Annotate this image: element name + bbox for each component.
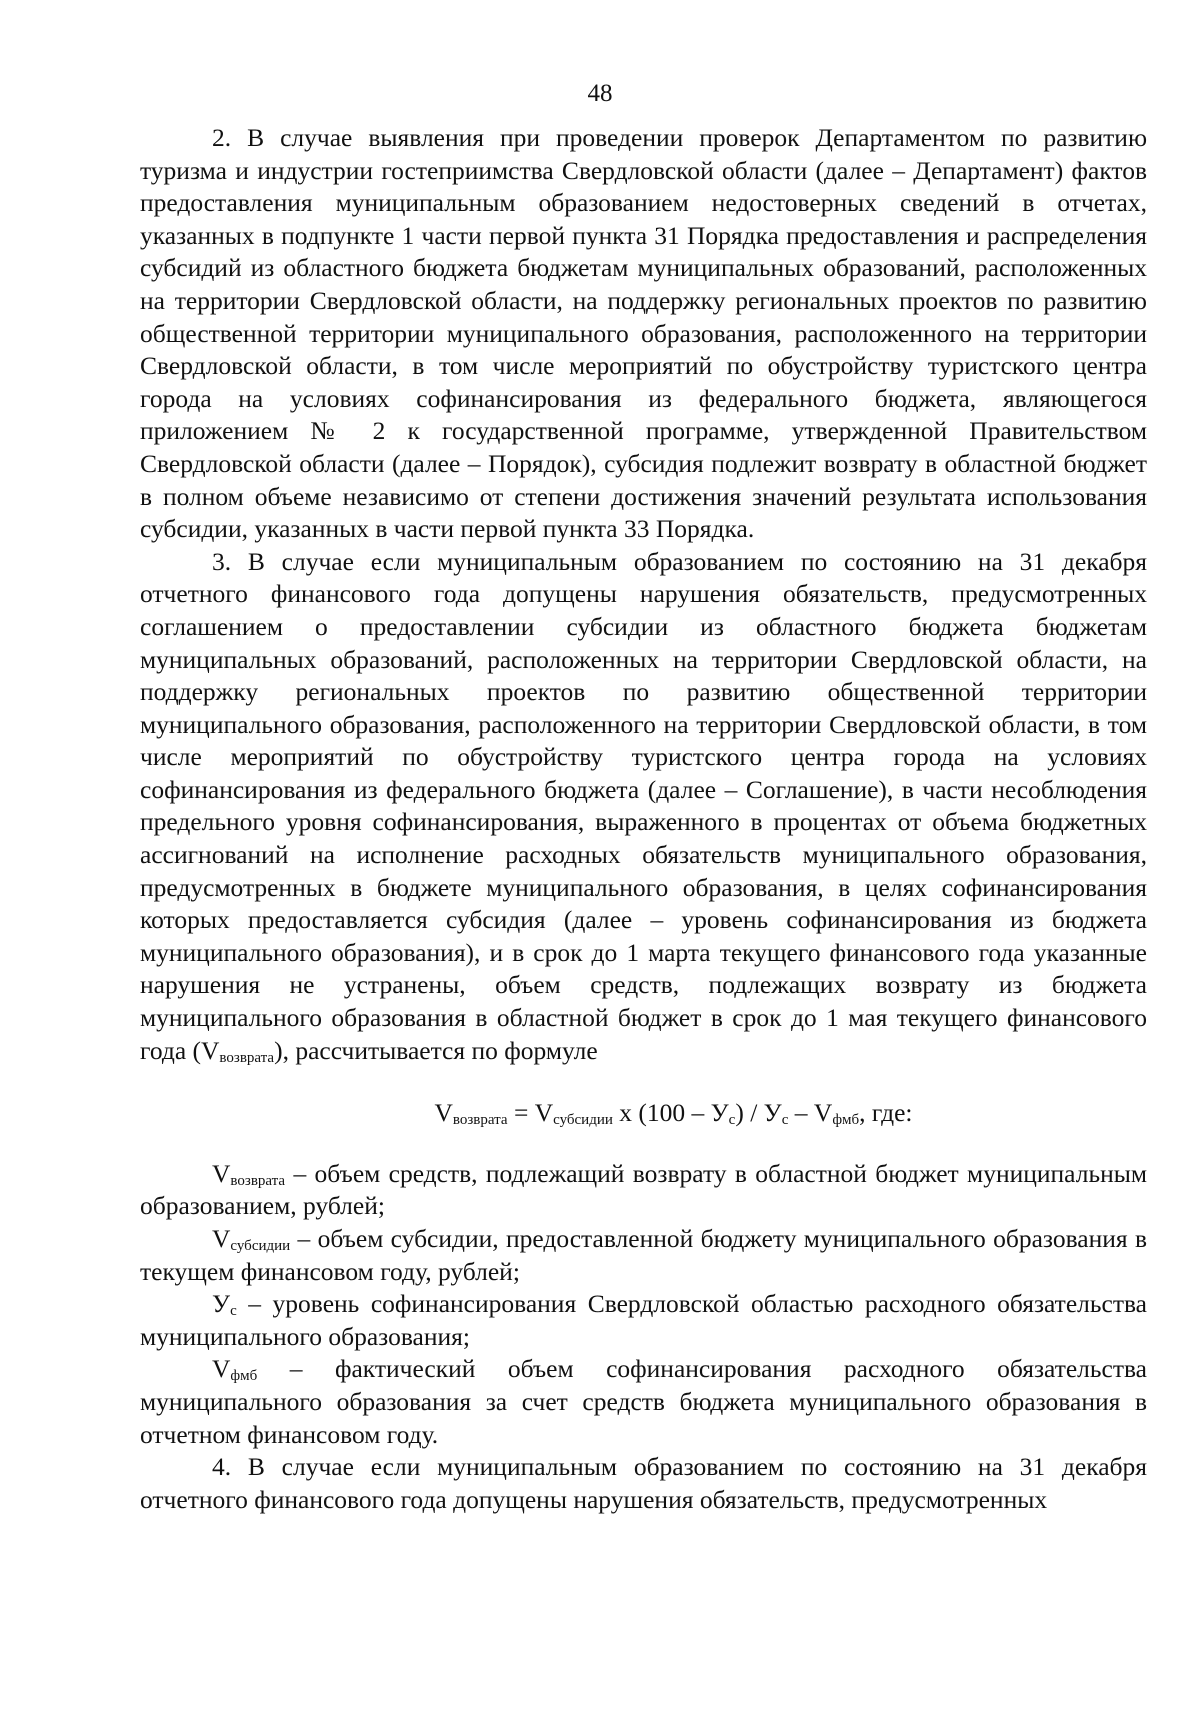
definition-subscript: с [230,1303,237,1320]
formula-subscript: с [728,1112,736,1129]
document-body [140,122,1147,1516]
definition-text: – объем средств, подлежащий возврату в областной бюджет муниципальным образованием, рублей; [140,1158,1147,1221]
return-formula [140,1097,1147,1130]
definition-subscript: возврата [230,1172,286,1189]
formula-part: , где: [859,1098,913,1128]
definition-subscript: фмб [230,1368,258,1385]
definition-symbol: V [212,1224,231,1253]
definition-text: – уровень софинансирования Свердловской областью расходного обязательства муниципального образования; [140,1289,1147,1351]
formula-part: x (100 – У [612,1098,729,1128]
definition-v-fmb [140,1353,1147,1451]
definition-text: – фактический объем софинансирования расходного обязательства муниципального образования за счет средств бюджета муниципального образования в отчетном финансовом году. [140,1354,1147,1449]
paragraph-2: 2. В случае выявления при проведении проверок Департаментом по развитию туризма и индустрии гостеприимства Свердловской области (далее – Департамент) фактов предоставления муниципальным образованием недостоверных сведений в отчетах, указанных в подпункте 1 части первой пункта 31 Порядка предоставления и распределения субсидий из областного бюджета бюджетам муниципальных образований, расположенных на территории Свердловской области, на поддержку региональных проектов по развитию общественной территории муниципального образования, расположенного на территории Свердловской области, в том числе мероприятий по обустройству туристского центра города на условиях софинансирования из федерального бюджета, являющегося приложением № 2 к государственной программе, утвержденной Правительством Свердловской области (далее – Порядок), субсидия подлежит возврату в областной бюджет в полном объеме независимо от степени достижения значений результата использования субсидии, указанных в части первой пункта 33 Порядка. [140,123,1147,544]
formula-part: – V [788,1098,833,1128]
definition-v-vozvrata [140,1158,1147,1223]
definition-u-s [140,1288,1147,1353]
paragraph-3-text: 3. В случае если муниципальным образованием по состоянию на 31 декабря отчетного финансового года допущены нарушения обязательств, предусмотренных соглашением о предоставлении субсидии из областного бюджета бюджетам муниципальных образований, расположенных на территории Свердловской области, на поддержку региональных проектов по развитию общественной территории муниципального образования, расположенного на территории Свердловской области, в том числе мероприятий по обустройству туристского центра города на условиях софинансирования из федерального бюджета (далее – Соглашение), в части несоблюдения предельного уровня софинансирования, выраженного в процентах от объема бюджетных ассигнований на исполнение расходных обязательств муниципального образования, предусмотренных в бюджете муниципального образования, в целях софинансирования которых предоставляется субсидия (далее – уровень софинансирования из бюджета муниципального образования), и в срок до 1 марта текущего финансового года указанные нарушения не устранены, объем средств, подлежащих возврату из бюджета муниципального образования в областной бюджет в срок до 1 мая текущего финансового года (V [140,546,1147,1065]
paragraph-3 [140,546,1147,1068]
definition-subscript: субсидии [230,1238,291,1254]
formula-subscript: субсидии [553,1112,613,1129]
definition-v-subsidii [140,1223,1147,1288]
definition-text: – объем субсидии, предоставленной бюджету муниципального образования в текущем финансовом году, рублей; [140,1224,1147,1286]
definition-symbol: V [212,1354,231,1384]
formula-subscript: с [781,1112,789,1129]
formula-subscript: фмб [832,1112,860,1129]
paragraph-4: 4. В случае если муниципальным образованием по состоянию на 31 декабря отчетного финансового года допущены нарушения обязательств, предусмотренных [140,1452,1147,1514]
formula-subscript: возврата [452,1112,508,1129]
formula-part: = V [507,1098,554,1128]
page-number: 48 [587,80,613,107]
paragraph-3-tail: ), рассчитывается по формуле [274,1035,598,1065]
formula-part: ) / У [735,1098,782,1128]
definition-symbol: У [212,1289,231,1319]
definition-symbol: V [212,1158,231,1188]
paragraph-3-subscript: возврата [219,1049,275,1066]
formula-part: V [434,1098,453,1128]
